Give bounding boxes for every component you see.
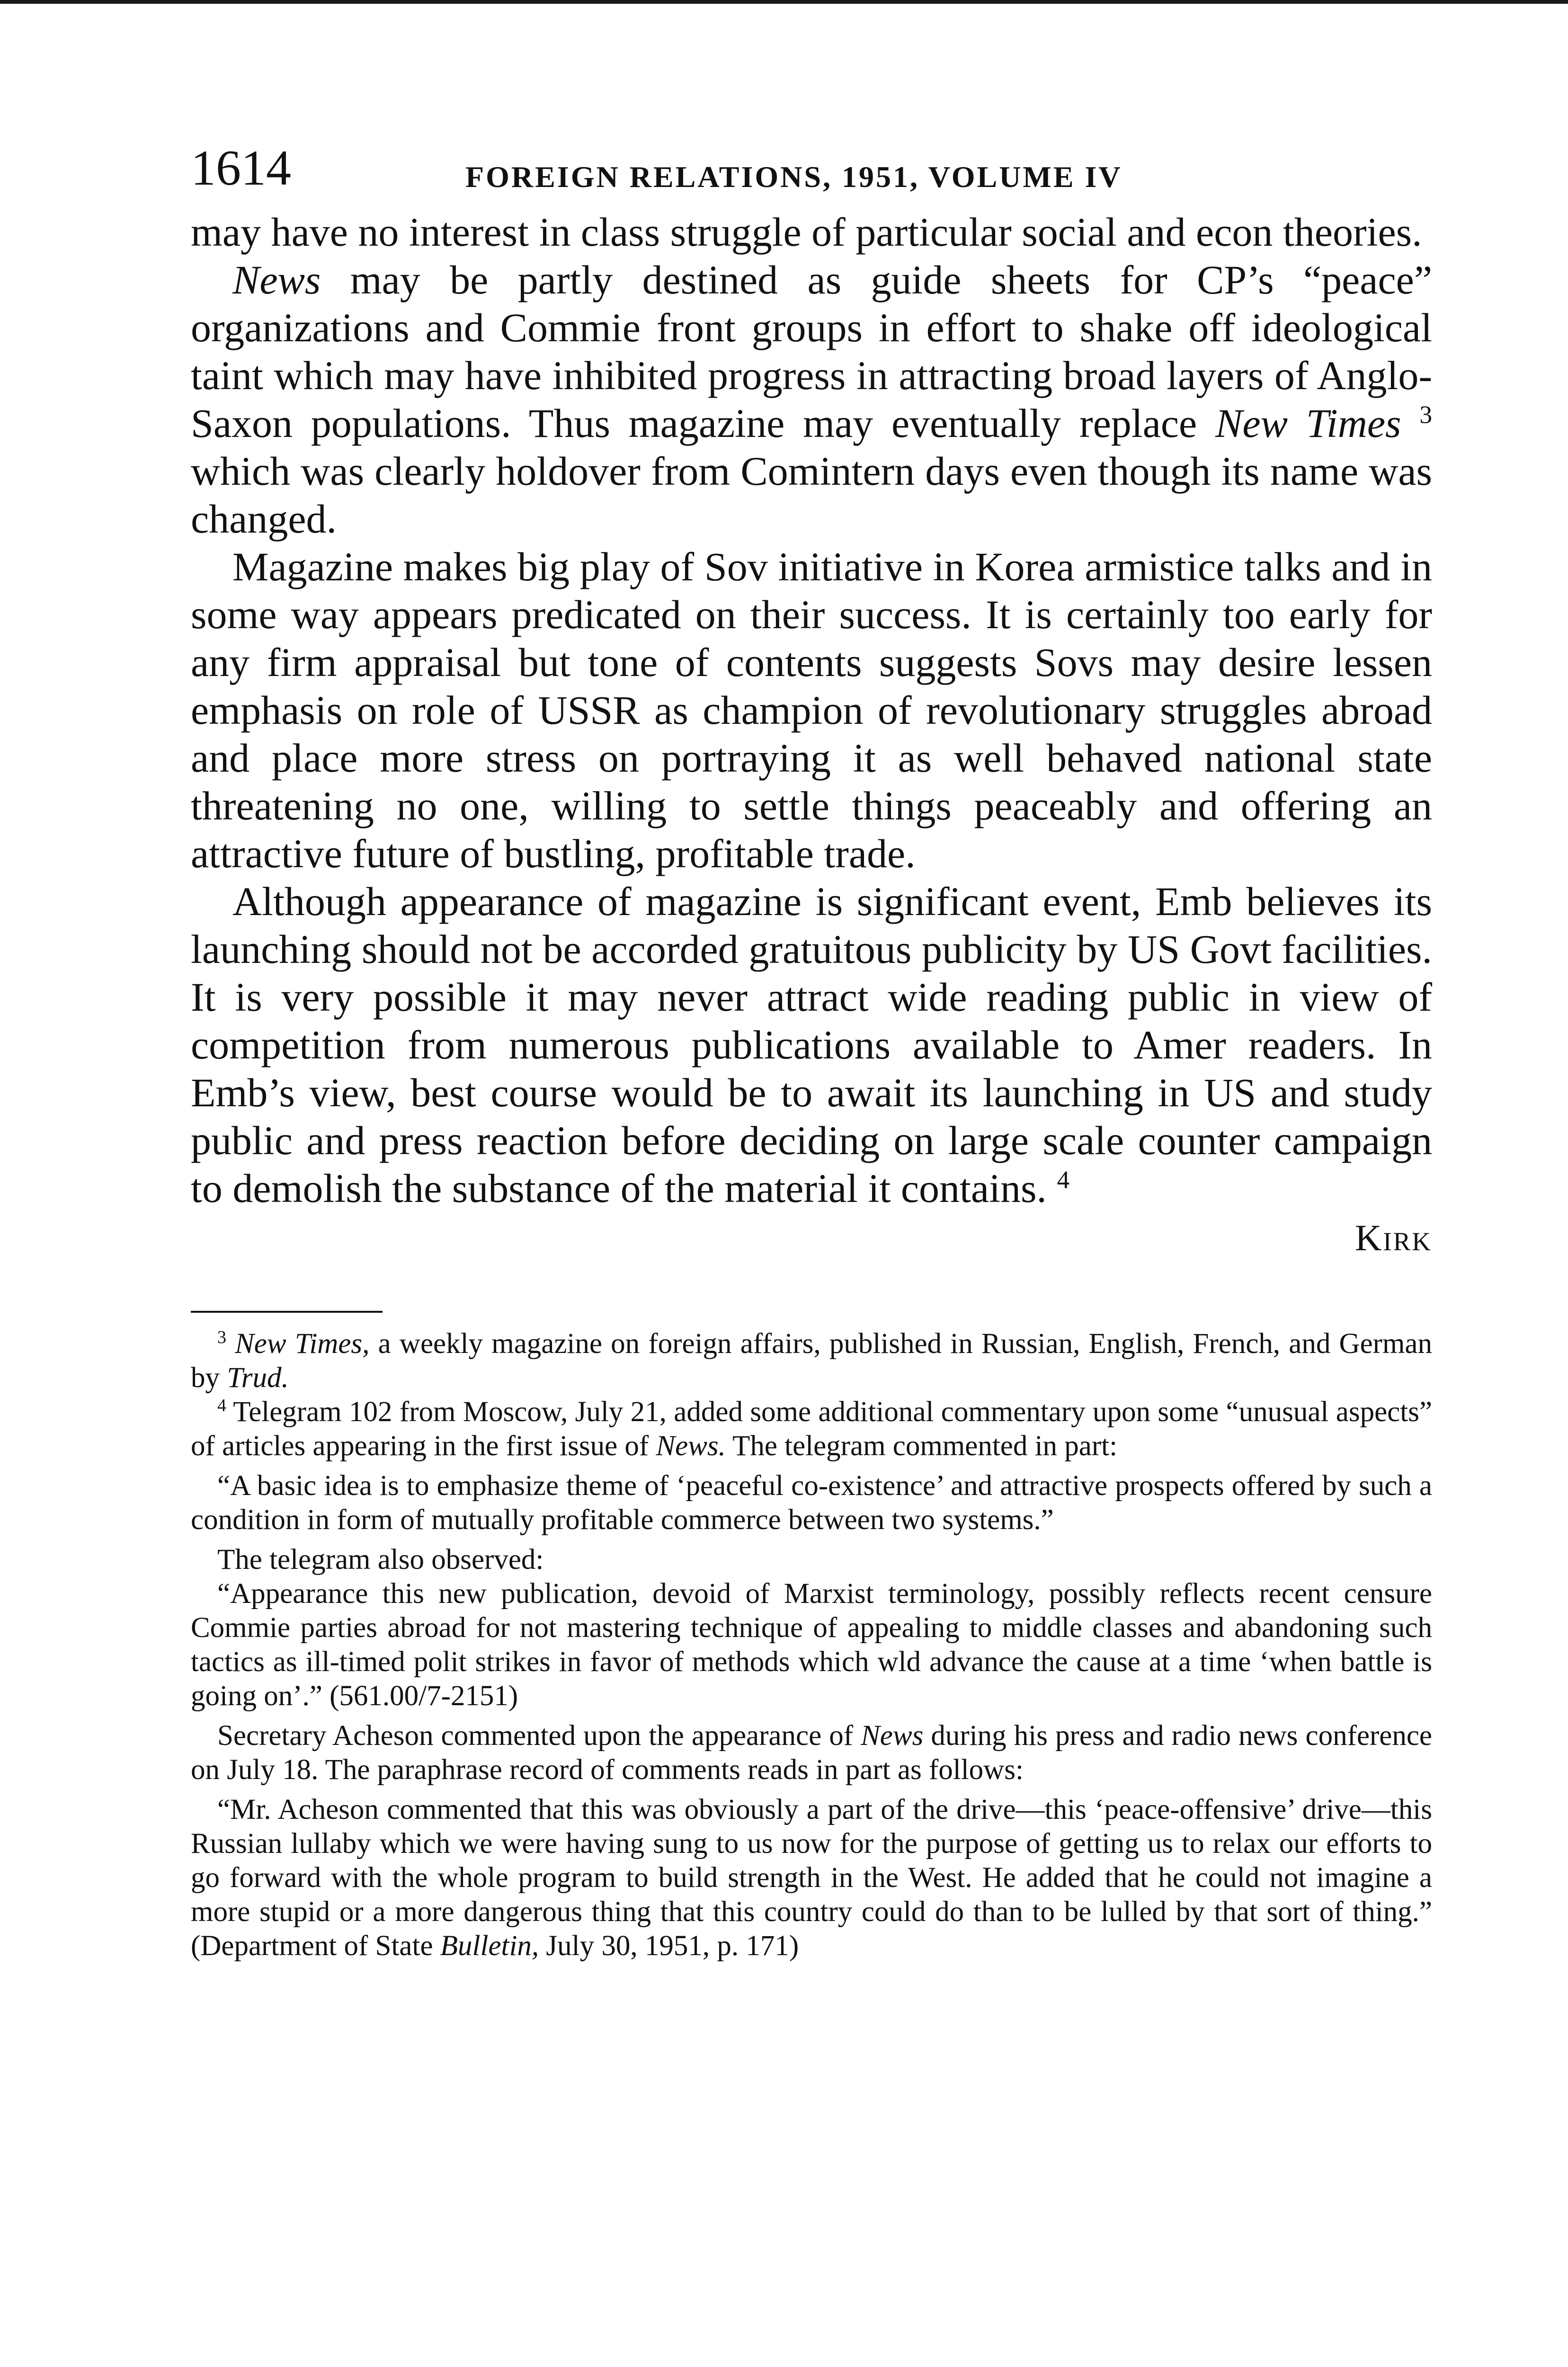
footnote-quote-1: “A basic idea is to emphasize theme of ‘peaceful co-existence’ and attractive prospects offered by such a condition in form of mutually profitable commerce between two systems.” bbox=[191, 1470, 1432, 1536]
top-edge-rule bbox=[0, 0, 1568, 4]
paragraph-emb-view: Although appearance of magazine is significant event, Emb believes its launching should not be accorded gratuitous publicity by US Govt facilities. It is very possible it may never attract wide reading public in view of competition from numerous publications available to Amer readers. In Emb’s view, best course would be to await its launching in US and study public and press reaction before deciding on large scale counter campaign to demolish the substance of the material it contains. $^4$ bbox=[191, 879, 1432, 1211]
running-title: FOREIGN RELATIONS, 1951, VOLUME IV bbox=[465, 160, 1123, 194]
footnote-quote-3: “Mr. Acheson commented that this was obviously a part of the drive—this ‘peace-offensive’ drive—this Russian lullaby which we were having sung to us now for the purpose of getting us to relax our efforts to go forward with the whole program to build strength in the West. He added that he could not imagine a more stupid or a more dangerous thing that this country could do than to be lulled by that sort of thing.” (Department of State Bulletin, July 30, 1951, p. 171) bbox=[191, 1794, 1432, 1962]
footnote-quote-2: “Appearance this new publication, devoid of Marxist terminology, possibly reflects recent censure Commie parties abroad for not mastering technique of appealing to middle classes and abandoning such tactics as ill-timed polit strikes in favor of methods which wld advance the cause at a time ‘when battle is going on’.” (561.00/7-2151) bbox=[191, 1578, 1432, 1712]
paragraph-continued: may have no interest in class struggle of particular social and econ theories. bbox=[191, 209, 1422, 255]
paragraph-korea-armistice: Magazine makes big play of Sov initiative in Korea armistice talks and in some way appears predicated on their success. It is certainly too early for any firm appraisal but tone of contents suggests Sovs may desire lessen emphasis on role of USSR as champion of revolutionary struggles abroad and place more stress on portraying it as well behaved national state threatening no one, willing to settle things peaceably and offering an attractive future of bustling, profitable trade. bbox=[191, 544, 1432, 876]
signature: Kirk bbox=[1354, 1217, 1432, 1258]
body-text bbox=[191, 208, 1432, 1262]
footnotes bbox=[191, 1327, 1432, 1963]
page-number: 1614 bbox=[191, 140, 291, 196]
document-page bbox=[191, 137, 1432, 1969]
paragraph-news-guide: News may be partly destined as guide sheets for CP’s “peace” organizations and Commie front groups in effort to shake off ideological taint which may have inhibited progress in attracting broad layers of Anglo-Saxon populations. Thus magazine may eventually replace New Times $^3$ which was clearly holdover from Comintern days even though its name was changed. bbox=[191, 257, 1432, 542]
footnote-ref-3[interactable]: 3 bbox=[1419, 400, 1432, 429]
footnote-observed: The telegram also observed: bbox=[217, 1544, 544, 1575]
footnote-3: $^3$ New Times, a weekly magazine on foreign affairs, published in Russian, English, French, and German by Trud. bbox=[191, 1327, 1432, 1394]
footnote-divider bbox=[191, 1311, 383, 1313]
running-head bbox=[191, 137, 1432, 208]
footnote-4: $^4$ Telegram 102 from Moscow, July 21, added some additional commentary upon some “unusual aspects” of articles appearing in the first issue of News. The telegram commented in part: bbox=[191, 1396, 1432, 1462]
footnote-acheson: Secretary Acheson commented upon the appearance of News during his press and radio news conference on July 18. The paraphrase record of comments reads in part as follows: bbox=[191, 1720, 1432, 1786]
footnote-ref-4[interactable]: 4 bbox=[1057, 1165, 1070, 1194]
